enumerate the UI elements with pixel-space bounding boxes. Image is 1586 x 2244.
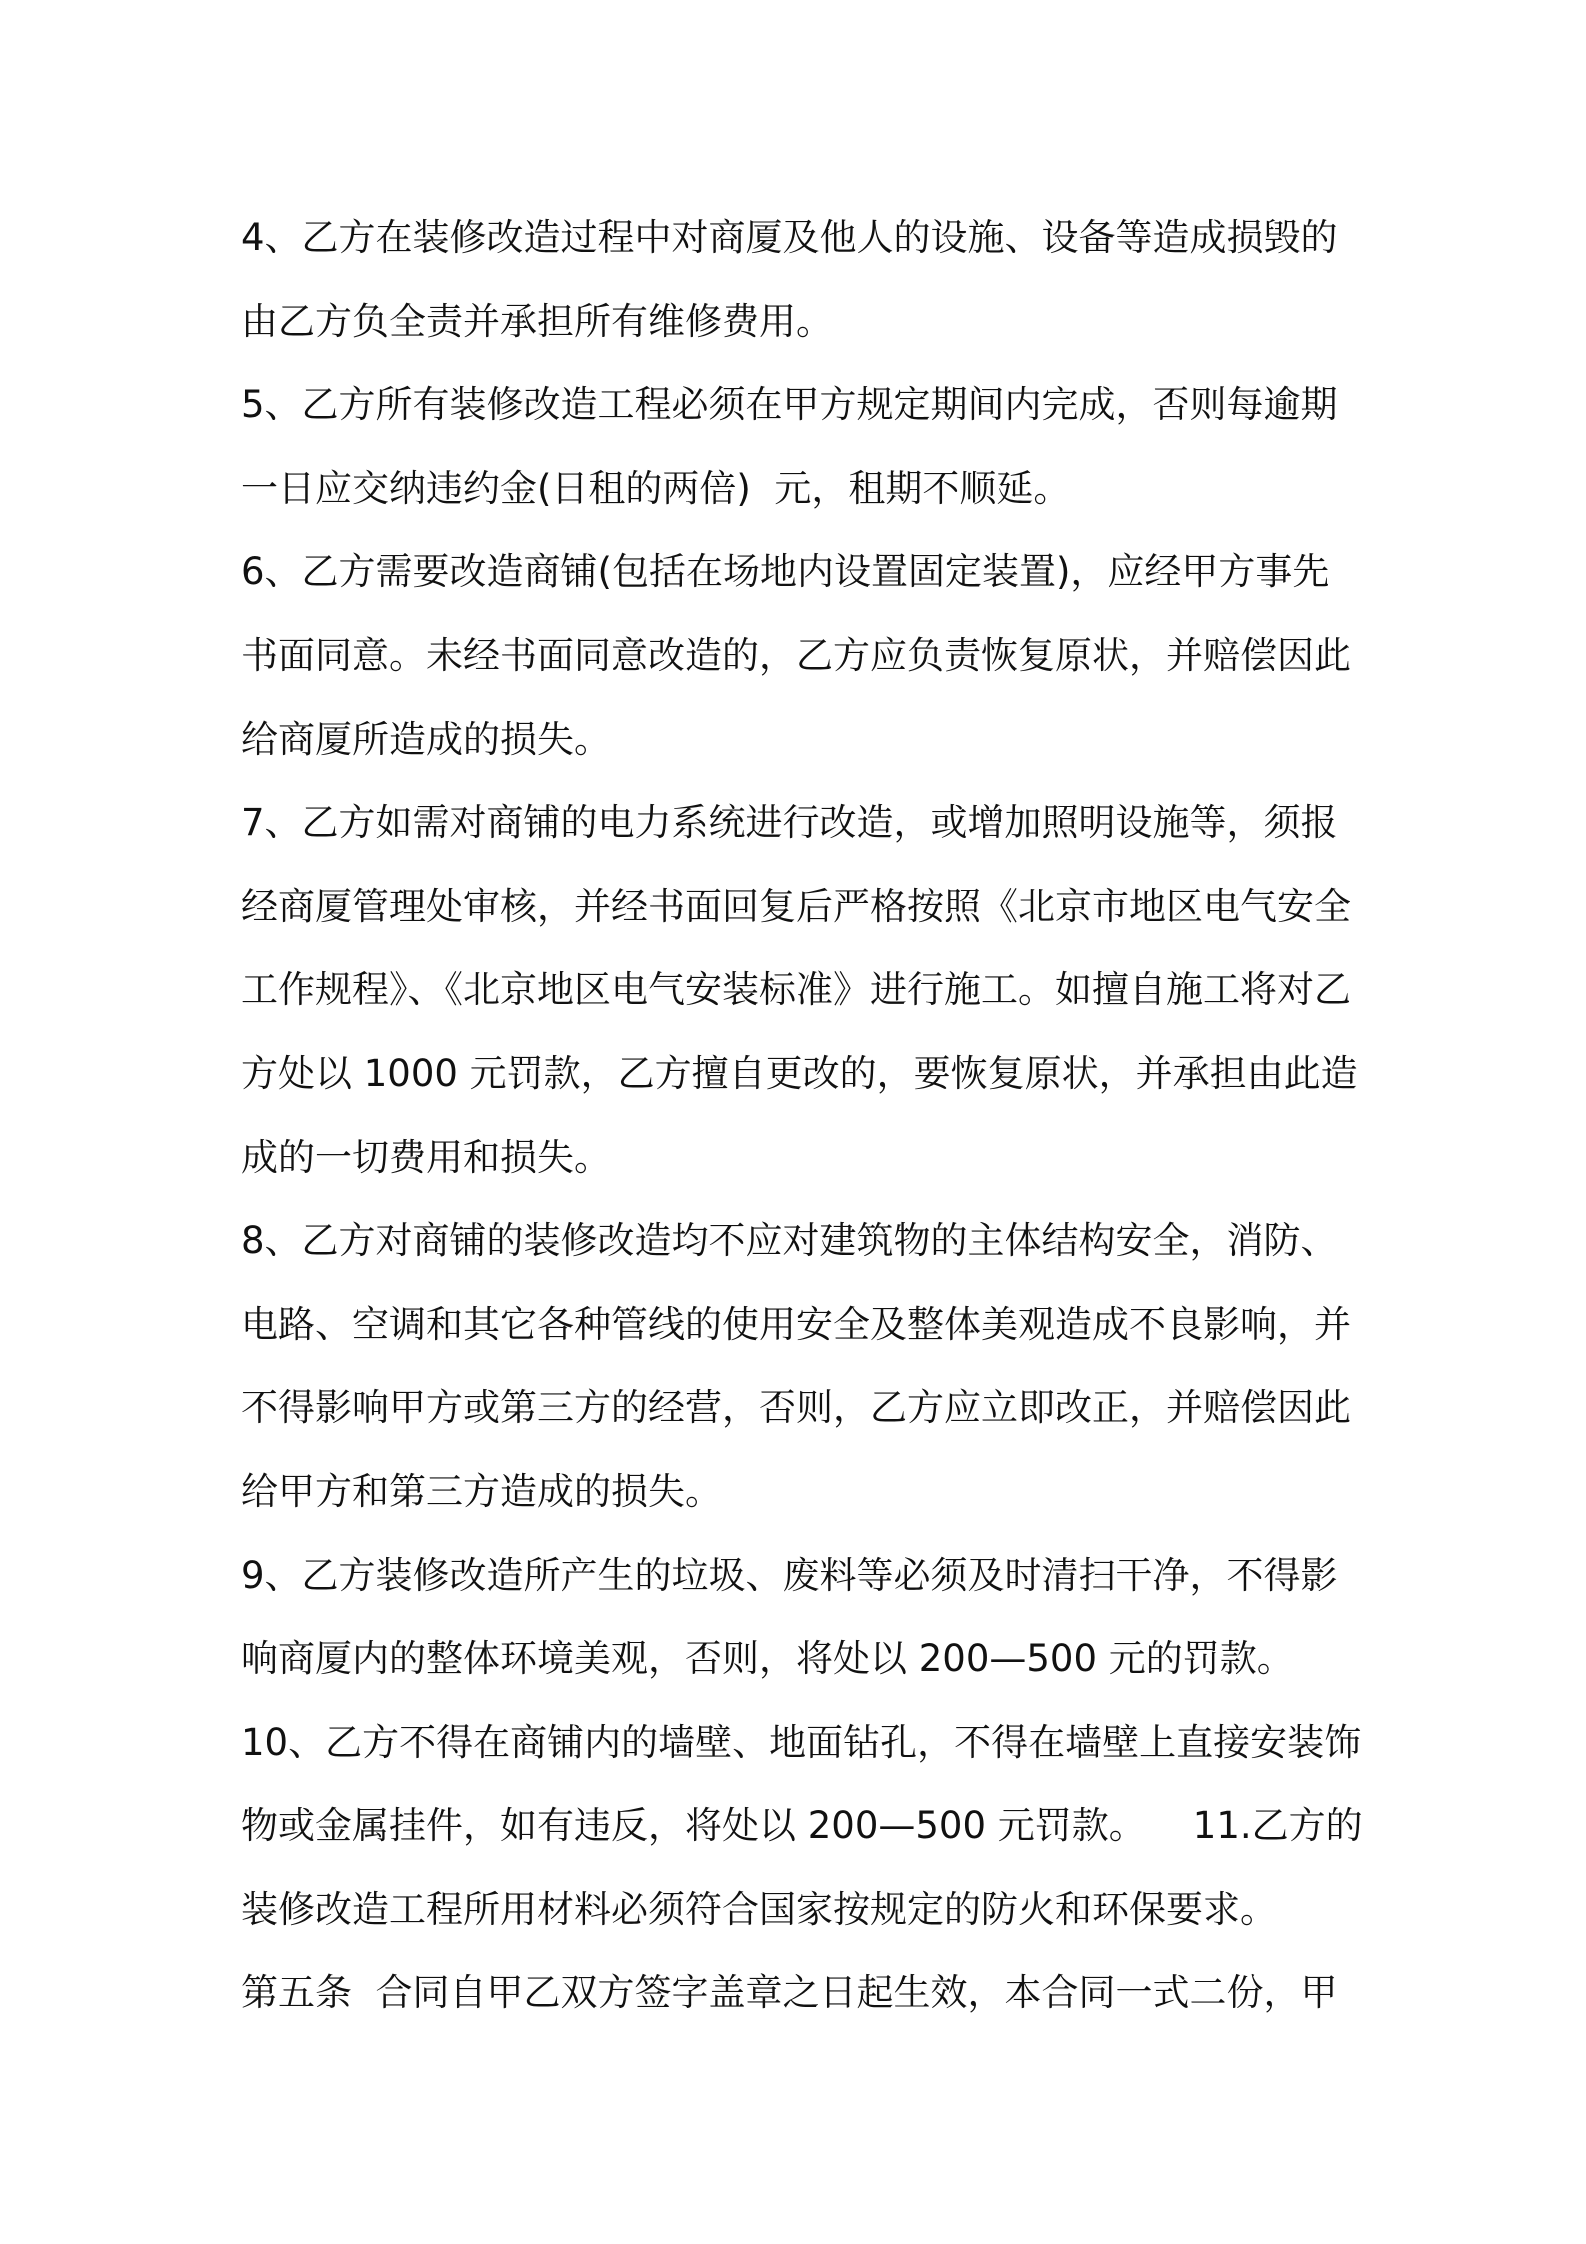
text-line-19: 10、乙方不得在商铺内的墙壁、地面钻孔，不得在墙壁上直接安装饰 xyxy=(241,1720,1362,1764)
text-line-13: 8、乙方对商铺的装修改造均不应对建筑物的主体结构安全，消防、 xyxy=(241,1219,1338,1263)
text-line-5: 6、乙方需要改造商铺(包括在场地内设置固定装置)，应经甲方事先 xyxy=(241,550,1330,594)
text-line-4: 一日应交纳违约金(日租的两倍) 元，租期不顺延。 xyxy=(241,466,1071,510)
contract-text-body xyxy=(241,196,1381,2035)
text-line-18: 响商厦内的整体环境美观，否则，将处以 200—500 元的罚款。 xyxy=(241,1637,1294,1681)
text-line-3: 5、乙方所有装修改造工程必须在甲方规定期间内完成，否则每逾期 xyxy=(241,383,1338,427)
text-line-15: 不得影响甲方或第三方的经营，否则，乙方应立即改正，并赔偿因此 xyxy=(241,1386,1351,1430)
text-line-2: 由乙方负全责并承担所有维修费用。 xyxy=(241,299,833,343)
text-line-14: 电路、空调和其它各种管线的使用安全及整体美观造成不良影响，并 xyxy=(241,1302,1351,1346)
text-line-7: 给商厦所造成的损失。 xyxy=(241,717,611,761)
text-line-22: 第五条 合同自甲乙双方签字盖章之日起生效，本合同一式二份，甲 xyxy=(241,1971,1338,2015)
text-line-17: 9、乙方装修改造所产生的垃圾、废料等必须及时清扫干净，不得影 xyxy=(241,1553,1338,1597)
text-line-20: 物或金属挂件，如有违反，将处以 200—500 元罚款。 11.乙方的 xyxy=(241,1804,1363,1848)
text-line-1: 4、乙方在装修改造过程中对商厦及他人的设施、设备等造成损毁的 xyxy=(241,216,1338,259)
text-line-10: 工作规程》、《北京地区电气安装标准》进行施工。如擅自施工将对乙 xyxy=(241,968,1351,1012)
text-line-21: 装修改造工程所用材料必须符合国家按规定的防火和环保要求。 xyxy=(241,1887,1277,1931)
text-line-6: 书面同意。未经书面同意改造的，乙方应负责恢复原状，并赔偿因此 xyxy=(241,633,1351,677)
text-line-9: 经商厦管理处审核，并经书面回复后严格按照《北京市地区电气安全 xyxy=(241,884,1351,928)
text-line-11: 方处以 1000 元罚款，乙方擅自更改的，要恢复原状，并承担由此造 xyxy=(241,1051,1358,1095)
text-line-16: 给甲方和第三方造成的损失。 xyxy=(241,1469,722,1513)
text-line-8: 7、乙方如需对商铺的电力系统进行改造，或增加照明设施等，须报 xyxy=(241,801,1338,845)
text-line-12: 成的一切费用和损失。 xyxy=(241,1135,611,1179)
